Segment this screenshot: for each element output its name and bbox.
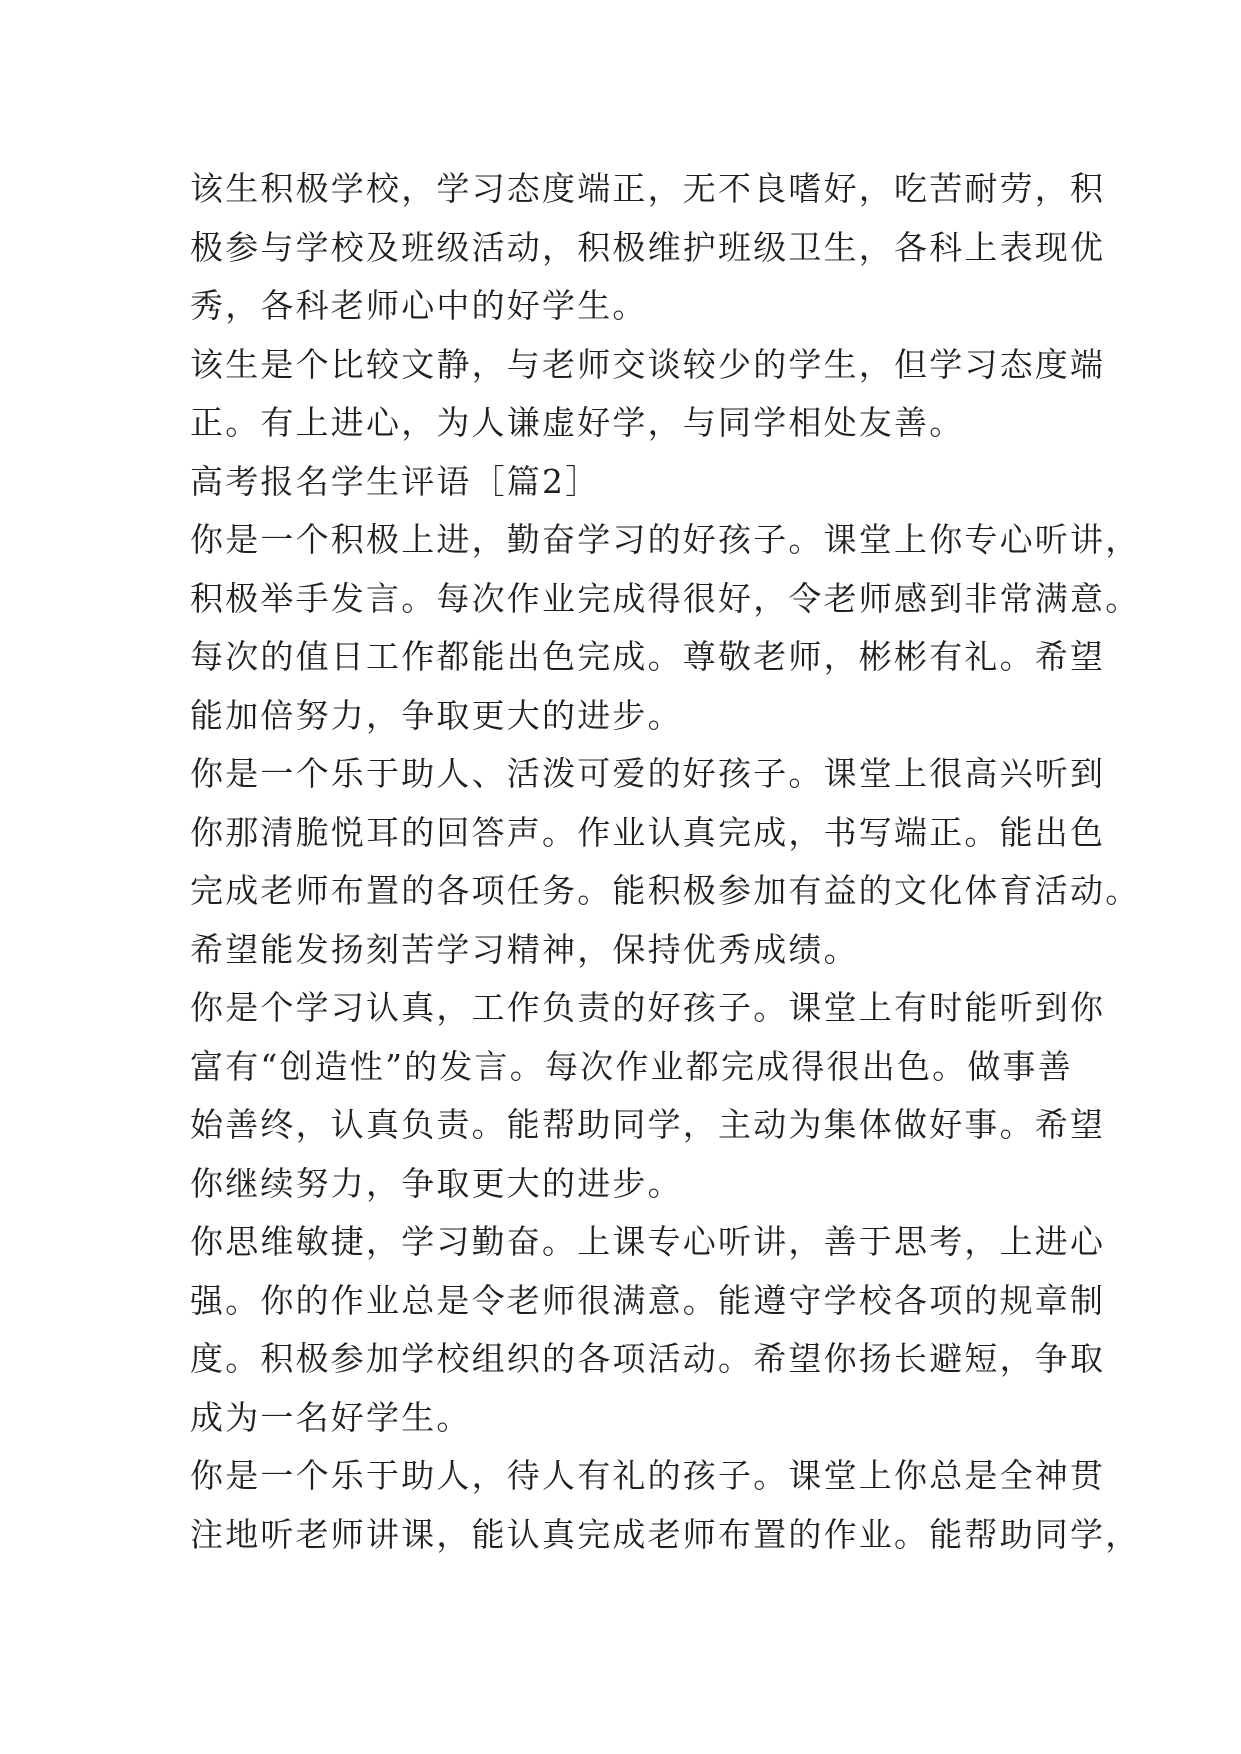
text-line: 你思维敏捷，学习勤奋。上课专心听讲，善于思考，上进心 — [190, 1222, 1106, 1261]
text-line: 你是一个乐于助人，待人有礼的孩子。课堂上你总是全神贯 — [190, 1456, 1106, 1495]
text-line: 积极举手发言。每次作业完成得很好，令老师感到非常满意。 — [190, 578, 1141, 618]
text-line: 极参与学校及班级活动，积极维护班级卫生，各科上表现优 — [190, 227, 1106, 267]
text-line: 你是一个乐于助人、活泼可爱的好孩子。课堂上很高兴听到 — [190, 754, 1106, 793]
document-body — [190, 160, 1141, 1564]
text-line: 你继续努力，争取更大的进步。 — [190, 1163, 683, 1203]
text-line: 该生是个比较文静，与老师交谈较少的学生，但学习态度端 — [190, 344, 1106, 384]
text-line: 正。有上进心，为人谦虚好学，与同学相处友善。 — [190, 403, 965, 442]
text-line: 成为一名好学生。 — [190, 1397, 472, 1437]
text-line: 强。你的作业总是令老师很满意。能遵守学校各项的规章制 — [190, 1280, 1106, 1320]
text-line: 每次的值日工作都能出色完成。尊敬老师，彬彬有礼。希望 — [190, 637, 1106, 676]
text-line: 秀，各科老师心中的好学生。 — [190, 286, 648, 325]
text-line: 始善终，认真负责。能帮助同学，主动为集体做好事。希望 — [190, 1105, 1106, 1144]
text-line: 你是个学习认真，工作负责的好孩子。课堂上有时能听到你 — [190, 988, 1106, 1027]
text-line: 度。积极参加学校组织的各项活动。希望你扬长避短，争取 — [190, 1339, 1106, 1378]
text-line: 富有“创造性”的发言。每次作业都完成得很出色。做事善 — [190, 1046, 1073, 1086]
text-line: 能加倍努力，争取更大的进步。 — [190, 695, 683, 735]
text-line: 你那清脆悦耳的回答声。作业认真完成，书写端正。能出色 — [190, 812, 1106, 852]
section-heading: 高考报名学生评语［篇2］ — [190, 461, 601, 501]
text-line: 完成老师布置的各项任务。能积极参加有益的文化体育活动。 — [190, 871, 1141, 910]
text-line: 该生积极学校，学习态度端正，无不良嗜好，吃苦耐劳，积 — [190, 169, 1106, 208]
text-line: 你是一个积极上进，勤奋学习的好孩子。课堂上你专心听讲， — [190, 520, 1141, 559]
text-line: 希望能发扬刻苦学习精神，保持优秀成绩。 — [190, 929, 859, 969]
text-line: 注地听老师讲课，能认真完成老师布置的作业。能帮助同学， — [190, 1514, 1141, 1554]
